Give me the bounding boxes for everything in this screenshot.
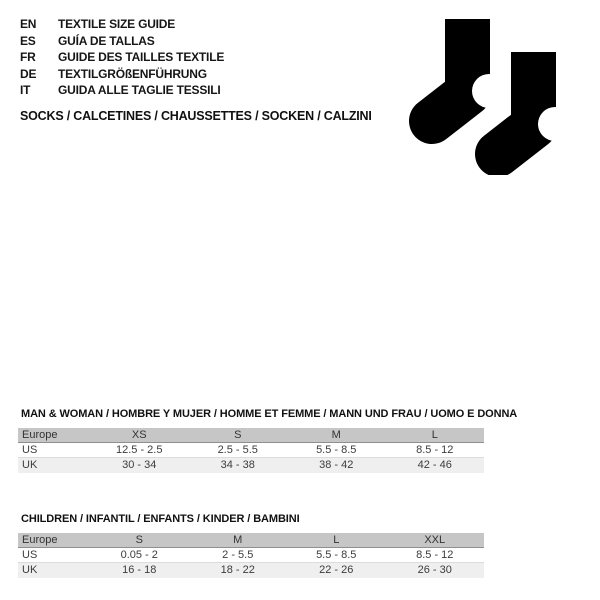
language-row-de (20, 66, 224, 83)
language-code: DE (20, 66, 37, 81)
header-cell-size: M (287, 428, 386, 443)
size-value: 5.5 - 8.5 (287, 443, 386, 458)
sock-front (498, 52, 572, 154)
children-size-table-section (18, 513, 484, 578)
header-cell-size: M (189, 533, 288, 548)
adult-size-table (18, 428, 484, 473)
size-value: 38 - 42 (287, 458, 386, 473)
size-value: 18 - 22 (189, 563, 288, 578)
size-value: 0.05 - 2 (90, 548, 189, 563)
row-label: US (18, 548, 90, 563)
size-value: 5.5 - 8.5 (287, 548, 386, 563)
size-value: 2 - 5.5 (189, 548, 288, 563)
header-cell-size: XXL (386, 533, 485, 548)
language-code: EN (20, 17, 37, 31)
size-value: 8.5 - 12 (386, 443, 485, 458)
size-value: 8.5 - 12 (386, 548, 485, 563)
category-title: SOCKS / CALCETINES / CHAUSSETTES / SOCKEN / CALZINI (20, 109, 372, 123)
socks-icon (405, 5, 575, 175)
language-row-fr (20, 49, 224, 66)
language-label: TEXTILE SIZE GUIDE (58, 17, 176, 31)
language-code: FR (20, 50, 36, 65)
adult-size-table-section (18, 408, 518, 473)
size-value: 26 - 30 (386, 563, 485, 578)
header-cell-region: Europe (18, 533, 90, 548)
children-size-table (18, 533, 484, 578)
language-list (20, 16, 224, 99)
header-cell-size: L (386, 428, 485, 443)
size-value: 30 - 34 (90, 458, 189, 473)
header-cell-size: S (189, 428, 288, 443)
row-label: UK (18, 458, 90, 473)
language-label: GUIDA ALLE TAGLIE TESSILI (58, 83, 221, 98)
language-code: ES (20, 33, 36, 48)
language-label: GUÍA DE TALLAS (58, 33, 155, 48)
size-value: 22 - 26 (287, 563, 386, 578)
language-code: IT (20, 83, 31, 98)
header-cell-size: XS (90, 428, 189, 443)
size-value: 2.5 - 5.5 (189, 443, 288, 458)
language-row-en (20, 16, 224, 33)
language-row-it (20, 82, 224, 99)
children-table-title: CHILDREN / INFANTIL / ENFANTS / KINDER / BAMBINI (21, 513, 300, 525)
size-value: 12.5 - 2.5 (90, 443, 189, 458)
language-row-es (20, 33, 224, 50)
sock-back (432, 19, 506, 121)
header-cell-size: S (90, 533, 189, 548)
language-label: TEXTILGRÖßENFÜHRUNG (58, 66, 207, 81)
adult-table-title: MAN & WOMAN / HOMBRE Y MUJER / HOMME ET FEMME / MANN UND FRAU / UOMO E DONNA (21, 408, 518, 420)
size-value: 42 - 46 (386, 458, 485, 473)
row-label: UK (18, 563, 90, 578)
header-cell-size: L (287, 533, 386, 548)
header-cell-region: Europe (18, 428, 90, 443)
size-value: 16 - 18 (90, 563, 189, 578)
size-value: 34 - 38 (189, 458, 288, 473)
row-label: US (18, 443, 90, 458)
language-label: GUIDE DES TAILLES TEXTILE (58, 50, 225, 65)
